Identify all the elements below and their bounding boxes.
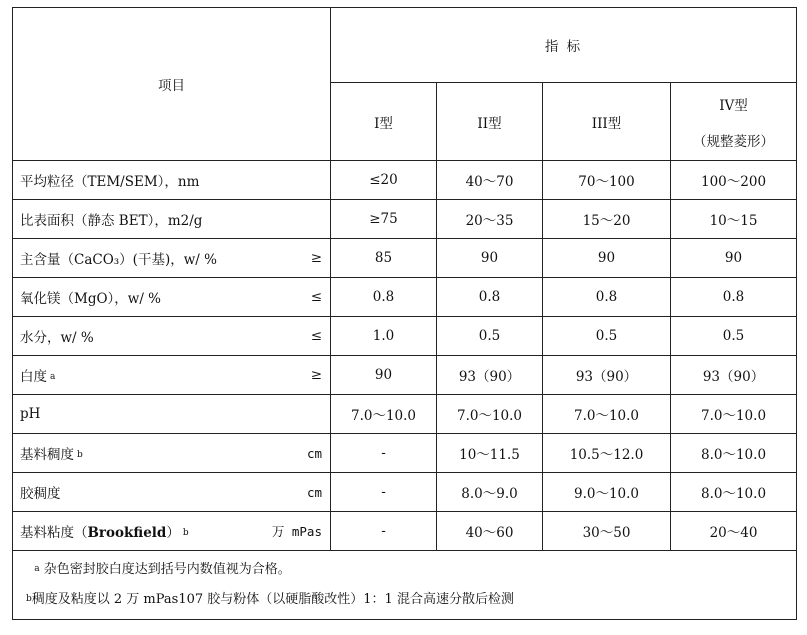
footnote-marker: a [34,564,40,574]
cell-value: ≥75 [331,200,437,239]
row-label-cell [13,473,331,512]
comparison-symbol: ≤ [310,328,322,344]
table-row [13,200,797,239]
cell-value: 90 [331,356,437,395]
cell-value: 100～200 [671,161,797,200]
cell-value: 15～20 [543,200,671,239]
cell-value: 20～35 [437,200,543,239]
cell-value: - [331,434,437,473]
footnote-b [23,585,796,615]
row-label: 白度 [20,369,47,385]
cell-value: 0.8 [543,278,671,317]
table-row [13,239,797,278]
table-row [13,434,797,473]
header-type-3: III型 [543,83,671,161]
row-label: 平均粒径（TEM/SEM），nm [13,161,331,200]
header-type-4 [671,83,797,161]
cell-value: 7.0～10.0 [331,395,437,434]
cell-value: 0.8 [331,278,437,317]
cell-value: 8.0～10.0 [671,434,797,473]
header-type-1: I型 [331,83,437,161]
header-type-4-note: （规整菱形） [693,133,775,150]
row-label-cell [13,512,331,551]
cell-value: 20～40 [671,512,797,551]
row-label-cell [13,278,331,317]
cell-value: 7.0～10.0 [671,395,797,434]
row-label-group [20,521,189,541]
specification-table [12,7,797,620]
row-label: 主含量（CaCO₃）(干基)，w/ % [20,252,217,268]
row-label: 比表面积（静态 BET），m2/g [13,200,331,239]
cell-value: 93（90） [543,356,671,395]
footnote-marker: b [182,528,189,538]
header-type-2: II型 [437,83,543,161]
table-row [13,473,797,512]
table-row [13,161,797,200]
header-type-4-name: IV型 [719,97,748,114]
table-row [13,278,797,317]
table-row [13,395,797,434]
row-label: 基料稠度 [20,447,74,463]
notes-row [13,551,797,620]
cell-value: 90 [437,239,543,278]
row-label: 水分，w/ % [20,330,94,346]
row-label-cell [13,239,331,278]
cell-value: 90 [543,239,671,278]
cell-value: 8.0～9.0 [437,473,543,512]
row-label-bold: Brookfield [87,525,167,541]
cell-value: 1.0 [331,317,437,356]
cell-value: 0.8 [671,278,797,317]
cell-value: 93（90） [437,356,543,395]
row-label: 氧化镁（MgO），w/ % [20,291,162,307]
unit-label: 万 mPas [271,524,322,539]
cell-value: - [331,473,437,512]
row-label-group [20,365,55,385]
row-label-prefix: 基料粘度（ [20,525,88,541]
cell-value: 0.5 [437,317,543,356]
row-label: pH [13,395,331,434]
cell-value: 30～50 [543,512,671,551]
row-label: 胶稠度 [20,486,61,502]
cell-value: - [331,512,437,551]
table-row [13,317,797,356]
cell-value: ≤20 [331,161,437,200]
cell-value: 10～15 [671,200,797,239]
cell-value: 40～70 [437,161,543,200]
cell-value: 40～60 [437,512,543,551]
header-spec: 指 标 [331,8,797,83]
cell-value: 93（90） [671,356,797,395]
comparison-symbol: ≥ [310,367,322,383]
footnote-marker: a [50,372,56,382]
cell-value: 7.0～10.0 [437,395,543,434]
cell-value: 70～100 [543,161,671,200]
footnote-a [23,555,796,585]
footnote-marker: b [26,594,32,604]
header-item: 项目 [13,8,331,161]
table-row [13,512,797,551]
footnotes [13,551,797,620]
cell-value: 0.8 [437,278,543,317]
row-label-cell [13,356,331,395]
cell-value: 8.0～10.0 [671,473,797,512]
cell-value: 0.5 [543,317,671,356]
cell-value: 10.5～12.0 [543,434,671,473]
unit-label: cm [306,445,322,461]
row-label-suffix: ） [166,525,180,541]
cell-value: 85 [331,239,437,278]
comparison-symbol: ≥ [310,250,322,266]
table-row [13,356,797,395]
footnote-text: 稠度及粘度以 2 万 mPas107 胶与粉体（以硬脂酸改性）1：1 混合高速分散后检测 [31,592,514,607]
cell-value: 9.0～10.0 [543,473,671,512]
row-label-cell [13,434,331,473]
footnote-marker: b [77,450,83,460]
cell-value: 7.0～10.0 [543,395,671,434]
unit-label: cm [306,484,322,500]
cell-value: 10～11.5 [437,434,543,473]
row-label-group [20,443,83,463]
footnote-text: 杂色密封胶白度达到括号内数值视为合格。 [43,562,291,577]
cell-value: 0.5 [671,317,797,356]
comparison-symbol: ≤ [310,289,322,305]
cell-value: 90 [671,239,797,278]
row-label-cell [13,317,331,356]
